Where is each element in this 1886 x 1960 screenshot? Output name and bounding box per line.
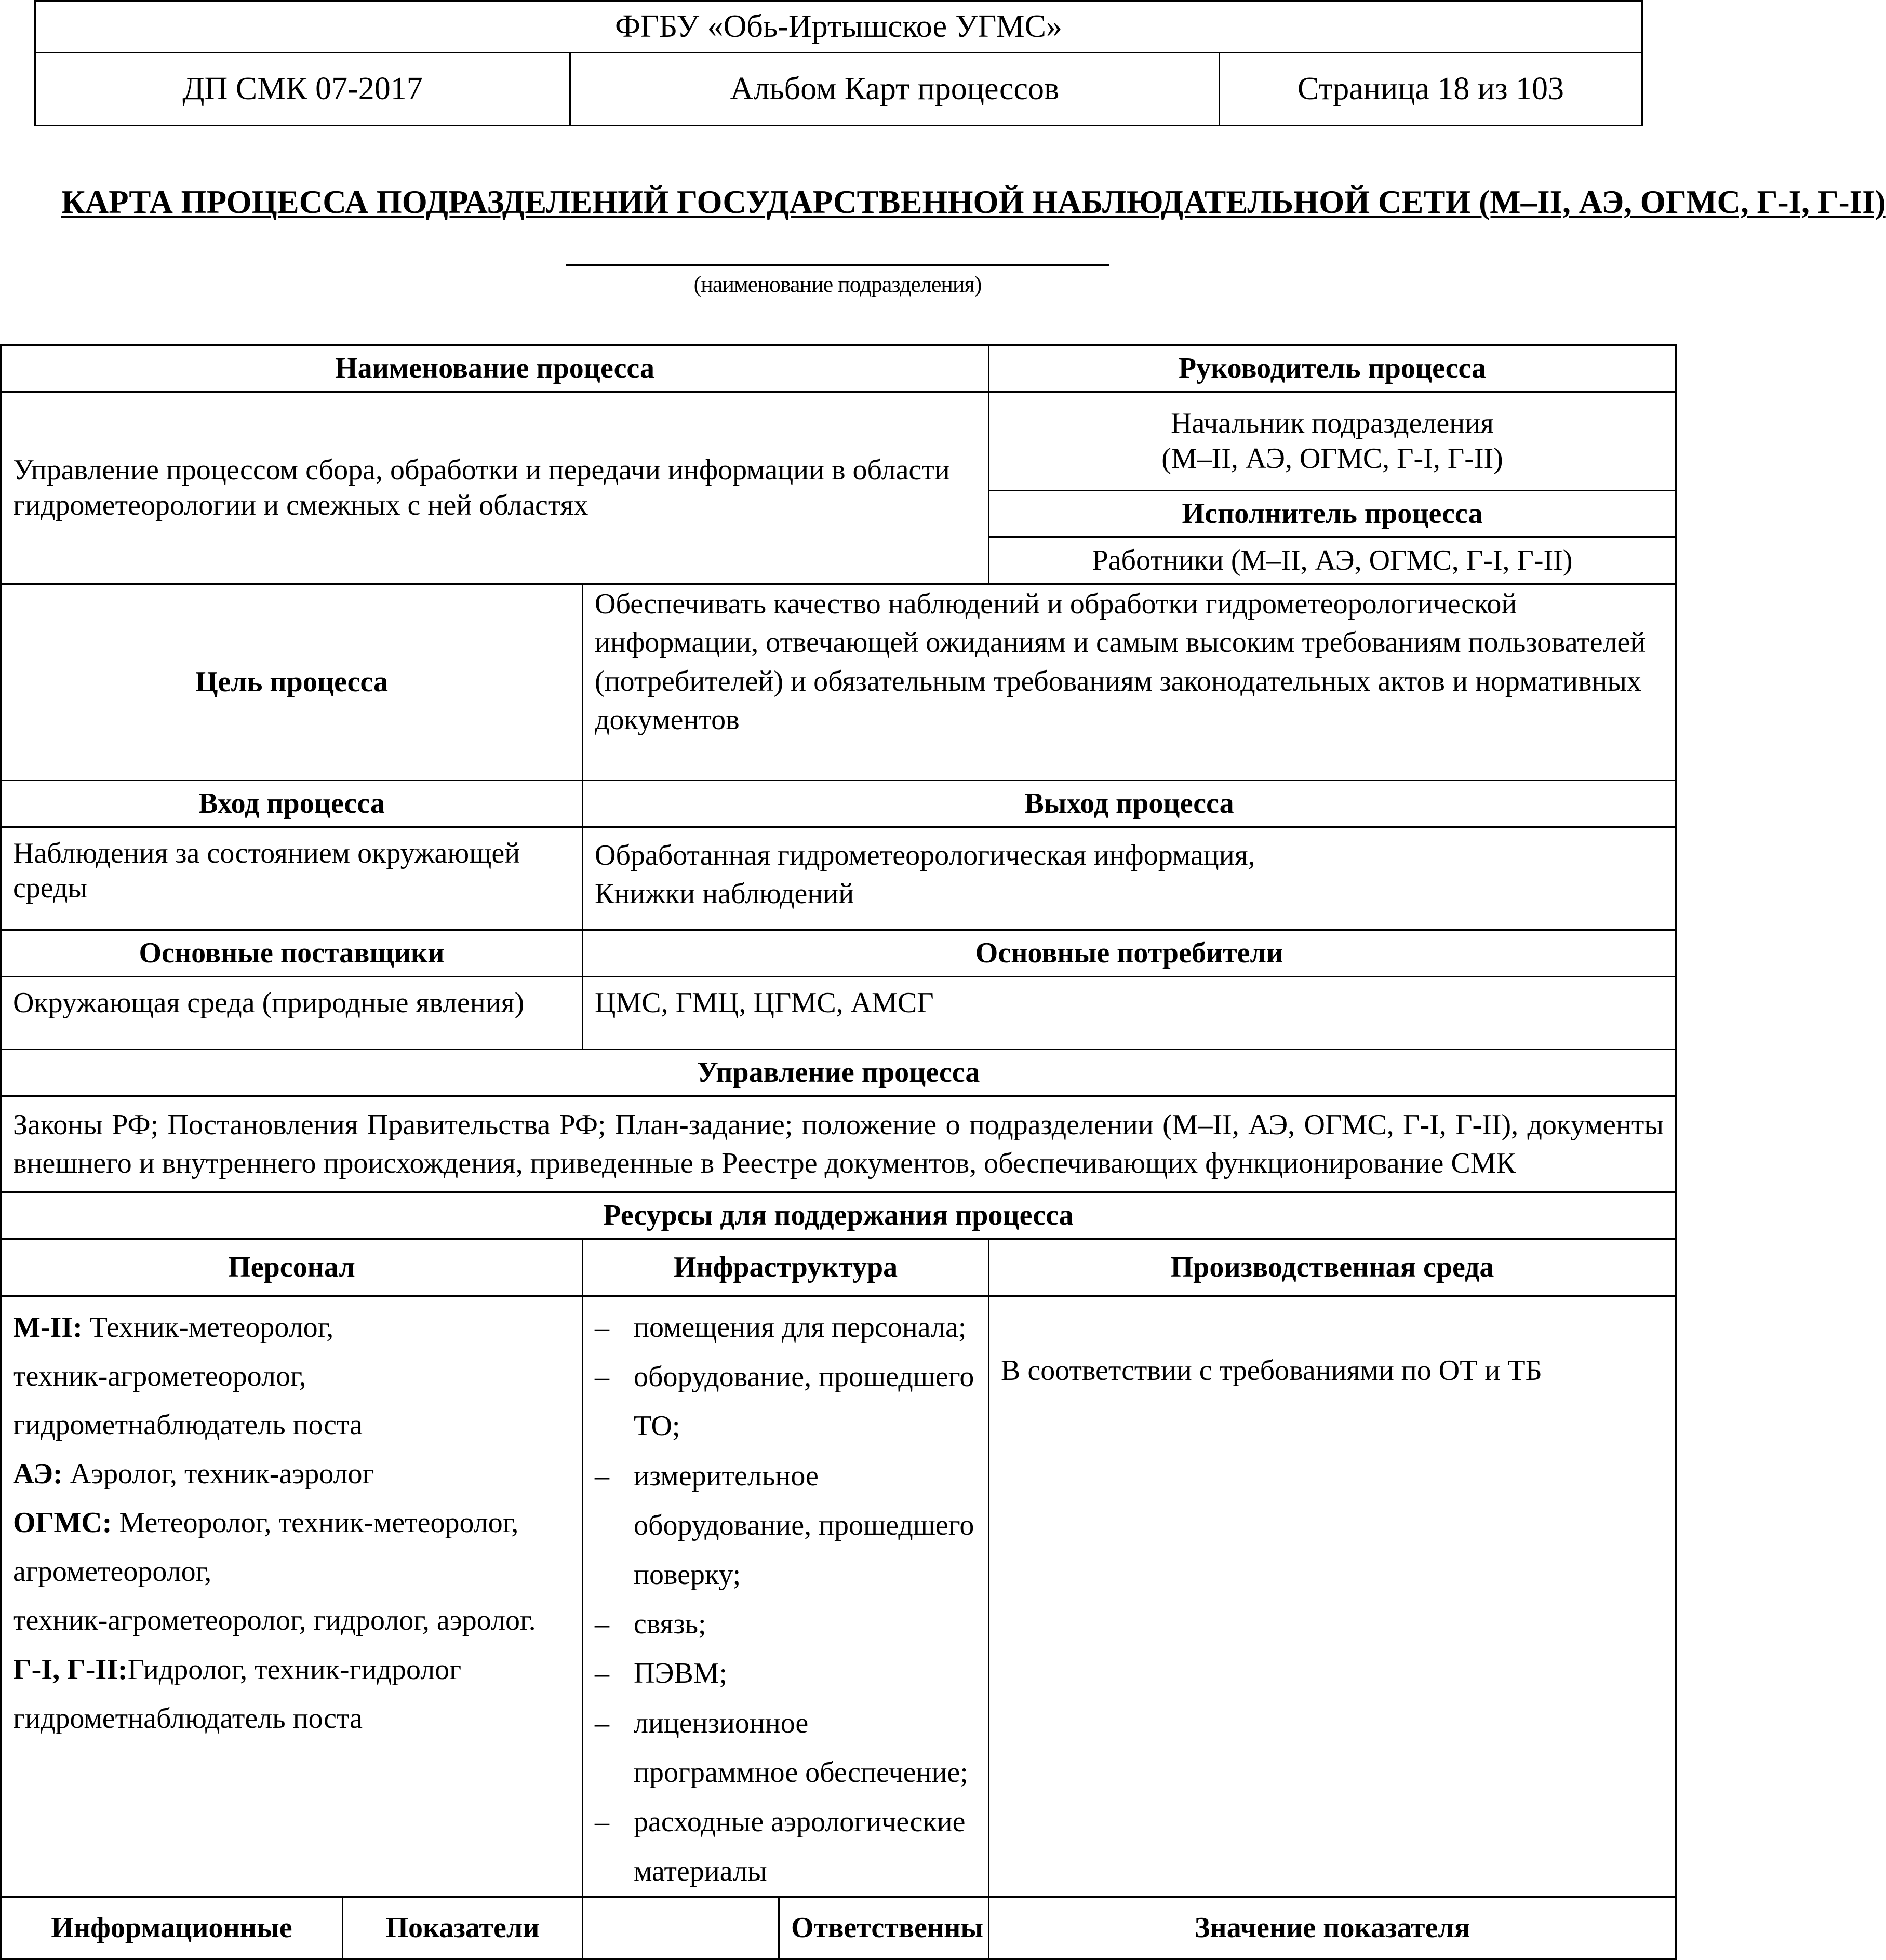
list-dash-icon: –: [595, 1707, 609, 1739]
subdivision-caption: (наименование подразделения): [693, 272, 982, 297]
personnel-unit-label: АЭ:: [13, 1458, 63, 1491]
owner-line-2: (М–II, АЭ, ОГМС, Г-I, Г-II): [1161, 442, 1503, 475]
process-owner: [989, 392, 1676, 491]
album-name: Альбом Карт процессов: [570, 53, 1220, 126]
infrastructure-item-text: помещения для персонала;: [634, 1311, 967, 1344]
process-executor: Работники (М–II, АЭ, ОГМС, Г-I, Г-II): [989, 538, 1676, 584]
process-executor-header: Исполнитель процесса: [989, 491, 1676, 538]
informational-header: Информационные: [1, 1897, 343, 1959]
output-line-2: Книжки наблюдений: [595, 878, 854, 910]
consumers: ЦМС, ГМЦ, ЦГМС, АМСГ: [583, 977, 1676, 1050]
infrastructure-item: [595, 1699, 977, 1797]
process-input: Наблюдения за состоянием окружающей среды: [1, 827, 583, 930]
personnel-unit-label: ОГМС:: [13, 1507, 112, 1539]
subdivision-blank-line: [566, 264, 1109, 266]
personnel-unit-label: Г-I, Г-II:: [13, 1653, 128, 1686]
process-owner-header: Руководитель процесса: [989, 345, 1676, 392]
empty-header-cell: [583, 1897, 779, 1959]
personnel-line: [13, 1596, 570, 1645]
personnel-line: [13, 1498, 570, 1547]
infrastructure-item-text: измерительное оборудование, прошедшего поверку;: [634, 1459, 974, 1591]
personnel-line: [13, 1645, 570, 1694]
infrastructure-list: [583, 1296, 989, 1897]
infrastructure-item-text: лицензионное программное обеспечение;: [634, 1707, 968, 1789]
process-goal-header: Цель процесса: [1, 584, 583, 781]
personnel-roles: гидрометнаблюдатель поста: [13, 1702, 363, 1735]
personnel-line: [13, 1401, 570, 1449]
suppliers-header: Основные поставщики: [1, 930, 583, 977]
list-dash-icon: –: [595, 1805, 609, 1838]
infrastructure-header: Инфраструктура: [583, 1239, 989, 1296]
process-control: Законы РФ; Постановления Правительства РФ; План-задание; положение о подразделении (М–II, АЭ, ОГМС, Г-I, Г-II), документы внешнего и внутреннего происхождения, приведенные в Реестре документов, обеспечивающих функционирование СМК: [1, 1096, 1676, 1192]
personnel-line: [13, 1352, 570, 1401]
personnel-roles: техник-агрометеоролог,: [13, 1360, 306, 1393]
process-output: [583, 827, 1676, 930]
environment-header: Производственная среда: [989, 1239, 1676, 1296]
organization-name: ФГБУ «Обь-Иртышское УГМС»: [35, 1, 1642, 53]
indicator-value-header: Значение показателя: [989, 1897, 1676, 1959]
infrastructure-item: [595, 1797, 977, 1896]
output-line-1: Обработанная гидрометеорологическая информация,: [595, 839, 1255, 871]
personnel-line: [13, 1449, 570, 1498]
environment: В соответствии с требованиями по ОТ и ТБ: [989, 1296, 1676, 1897]
infrastructure-item: [595, 1600, 977, 1649]
personnel-unit-label: М-II:: [13, 1311, 83, 1344]
suppliers: Окружающая среда (природные явления): [1, 977, 583, 1050]
personnel-list: [1, 1296, 583, 1897]
personnel-roles: Гидролог, техник-гидролог: [127, 1653, 462, 1686]
list-dash-icon: –: [595, 1657, 609, 1690]
personnel-roles: Аэролог, техник-аэролог: [62, 1458, 374, 1491]
infrastructure-item-text: связь;: [634, 1608, 706, 1641]
list-dash-icon: –: [595, 1311, 609, 1344]
process-name-header: Наименование процесса: [1, 345, 989, 392]
personnel-roles: Метеоролог, техник-метеоролог,: [112, 1507, 519, 1539]
process-input-header: Вход процесса: [1, 781, 583, 827]
page-title: КАРТА ПРОЦЕССА ПОДРАЗДЕЛЕНИЙ ГОСУДАРСТВЕННОЙ НАБЛЮДАТЕЛЬНОЙ СЕТИ (М–II, АЭ, ОГМС, Г-I, Г-II): [61, 184, 1886, 220]
infrastructure-item-text: расходные аэрологические материалы: [634, 1805, 966, 1888]
personnel-line: [13, 1547, 570, 1596]
process-name: Управление процессом сбора, обработки и передачи информации в области гидрометеорологии и смежных с ней областях: [1, 392, 989, 584]
infrastructure-item: [595, 1352, 977, 1451]
owner-line-1: Начальник подразделения: [1171, 407, 1494, 440]
list-dash-icon: –: [595, 1608, 609, 1641]
personnel-roles: гидрометнаблюдатель поста: [13, 1409, 363, 1442]
process-goal: Обеспечивать качество наблюдений и обработки гидрометеорологической информации, отвечающей ожиданиям и самым высоким требованиям пользователей (потребителей) и обязательным требованиям законодательных актов и нормативных документов: [583, 584, 1676, 781]
personnel-roles: техник-агрометеоролог, гидролог, аэролог.: [13, 1604, 536, 1637]
doc-code: ДП СМК 07-2017: [35, 53, 570, 126]
document-header: [34, 0, 1643, 126]
infrastructure-item-text: оборудование, прошедшего ТО;: [634, 1361, 974, 1443]
resources-header: Ресурсы для поддержания процесса: [1, 1192, 1676, 1239]
personnel-roles: Техник-метеоролог,: [82, 1311, 334, 1344]
process-output-header: Выход процесса: [583, 781, 1676, 827]
personnel-header: Персонал: [1, 1239, 583, 1296]
consumers-header: Основные потребители: [583, 930, 1676, 977]
personnel-line: [13, 1303, 570, 1352]
infrastructure-item: [595, 1303, 977, 1352]
process-control-header: Управление процесса: [1, 1050, 1676, 1096]
page-number: Страница 18 из 103: [1220, 53, 1642, 126]
personnel-line: [13, 1694, 570, 1743]
list-dash-icon: –: [595, 1361, 609, 1393]
list-dash-icon: –: [595, 1459, 609, 1492]
infrastructure-item-text: ПЭВМ;: [634, 1657, 728, 1690]
infrastructure-item: [595, 1452, 977, 1600]
infrastructure-item: [595, 1649, 977, 1698]
responsible-header: Ответственны: [779, 1897, 989, 1959]
process-card-table: [0, 344, 1677, 1960]
indicators-header: Показатели: [343, 1897, 583, 1959]
personnel-roles: агрометеоролог,: [13, 1555, 212, 1588]
